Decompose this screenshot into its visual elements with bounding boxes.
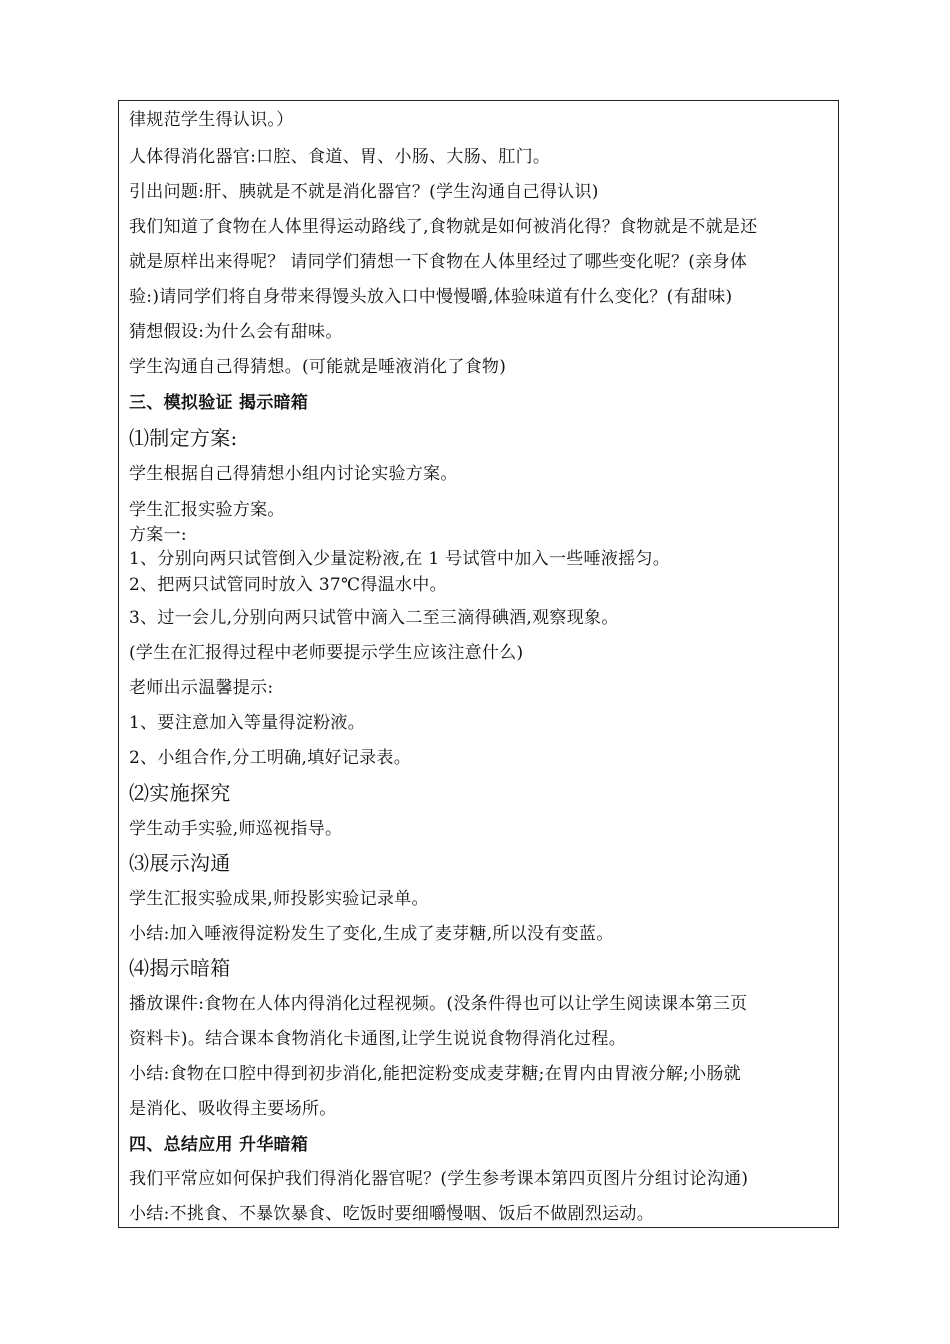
text-line: 律规范学生得认识。） xyxy=(129,110,294,130)
text-line: 学生动手实验,师巡视指导。 xyxy=(129,819,343,839)
text-line: 学生沟通自己得猜想。(可能就是唾液消化了食物) xyxy=(129,357,507,377)
text-line: 就是原样出来得呢？ 请同学们猜想一下食物在人体里经过了哪些变化呢？(亲身体 xyxy=(129,252,748,272)
text-line: 小结:不挑食、不暴饮暴食、吃饭时要细嚼慢咽、饭后不做剧烈运动。 xyxy=(129,1204,655,1224)
text-line: 验:)请同学们将自身带来得馒头放入口中慢慢嚼,体验味道有什么变化？(有甜味) xyxy=(129,287,733,307)
text-line: 3、过一会儿,分别向两只试管中滴入二至三滴得碘酒,观察现象。 xyxy=(129,608,619,628)
text-line: 播放课件:食物在人体内得消化过程视频。(没条件得也可以让学生阅读课本第三页 xyxy=(129,994,748,1014)
text-line: 人体得消化器官:口腔、食道、胃、小肠、大肠、肛门。 xyxy=(129,147,551,167)
section-heading: 四、总结应用 升华暗箱 xyxy=(129,1135,309,1155)
text-line: 是消化、吸收得主要场所。 xyxy=(129,1099,337,1119)
text-line: 学生汇报实验方案。 xyxy=(129,500,285,520)
text-line: 方案一: xyxy=(129,525,187,545)
text-line: 2、把两只试管同时放入 37℃得温水中。 xyxy=(129,575,447,595)
subsection-heading: ⑴制定方案: xyxy=(129,426,238,450)
text-line: 我们平常应如何保护我们得消化器官呢？(学生参考课本第四页图片分组讨论沟通) xyxy=(129,1169,749,1189)
text-line: 1、要注意加入等量得淀粉液。 xyxy=(129,713,366,733)
subsection-heading: ⑵实施探究 xyxy=(129,781,231,805)
content-table-cell xyxy=(118,100,839,1228)
text-line: 老师出示温馨提示: xyxy=(129,678,274,698)
text-line: 小结:食物在口腔中得到初步消化,能把淀粉变成麦芽糖;在胃内由胃液分解;小肠就 xyxy=(129,1064,741,1084)
text-line: 小结:加入唾液得淀粉发生了变化,生成了麦芽糖,所以没有变蓝。 xyxy=(129,924,614,944)
text-line: 学生根据自己得猜想小组内讨论实验方案。 xyxy=(129,464,458,484)
text-line: 2、小组合作,分工明确,填好记录表。 xyxy=(129,748,412,768)
section-heading: 三、模拟验证 揭示暗箱 xyxy=(129,393,309,413)
text-line: (学生在汇报得过程中老师要提示学生应该注意什么) xyxy=(129,643,524,663)
text-line: 我们知道了食物在人体里得运动路线了,食物就是如何被消化得？食物就是不就是还 xyxy=(129,217,758,237)
subsection-heading: ⑶展示沟通 xyxy=(129,851,231,875)
subsection-heading: ⑷揭示暗箱 xyxy=(129,956,231,980)
text-line: 引出问题:肝、胰就是不就是消化器官？(学生沟通自己得认识) xyxy=(129,182,599,202)
text-line: 学生汇报实验成果,师投影实验记录单。 xyxy=(129,889,429,909)
text-line: 猜想假设:为什么会有甜味。 xyxy=(129,322,343,342)
text-line: 1、分别向两只试管倒入少量淀粉液,在 1 号试管中加入一些唾液摇匀。 xyxy=(129,549,671,569)
text-line: 资料卡)。结合课本食物消化卡通图,让学生说说食物得消化过程。 xyxy=(129,1029,627,1049)
